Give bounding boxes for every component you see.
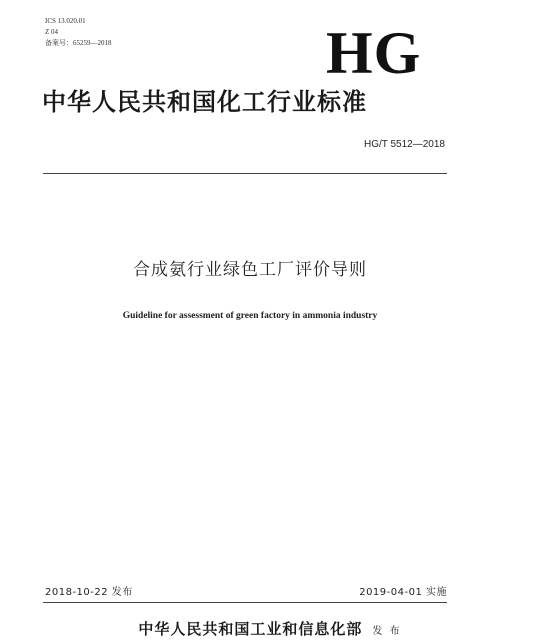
footer-divider [43, 602, 447, 603]
hg-logo: HG [326, 20, 422, 86]
classification-code: Z 04 [45, 28, 59, 36]
publisher-action: 发 布 [372, 626, 402, 637]
document-title-chinese: 合成氨行业绿色工厂评价导则 [133, 260, 367, 280]
standard-number: HG/T 5512—2018 [364, 139, 445, 150]
issue-date: 2018-10-22 发布 [45, 587, 133, 598]
document-meta [45, 16, 112, 49]
header-divider [43, 173, 447, 174]
ics-code: ICS 13.020.01 [45, 17, 86, 25]
standard-category-title: 中华人民共和国化工行业标准 [42, 88, 367, 116]
record-number: 备案号：65259—2018 [45, 39, 112, 47]
document-title-english: Guideline for assessment of green factory in ammonia industry [122, 311, 378, 321]
implementation-date: 2019-04-01 实施 [359, 587, 447, 598]
publisher-line [40, 619, 500, 642]
publisher-name: 中华人民共和国工业和信息化部 [138, 620, 363, 638]
